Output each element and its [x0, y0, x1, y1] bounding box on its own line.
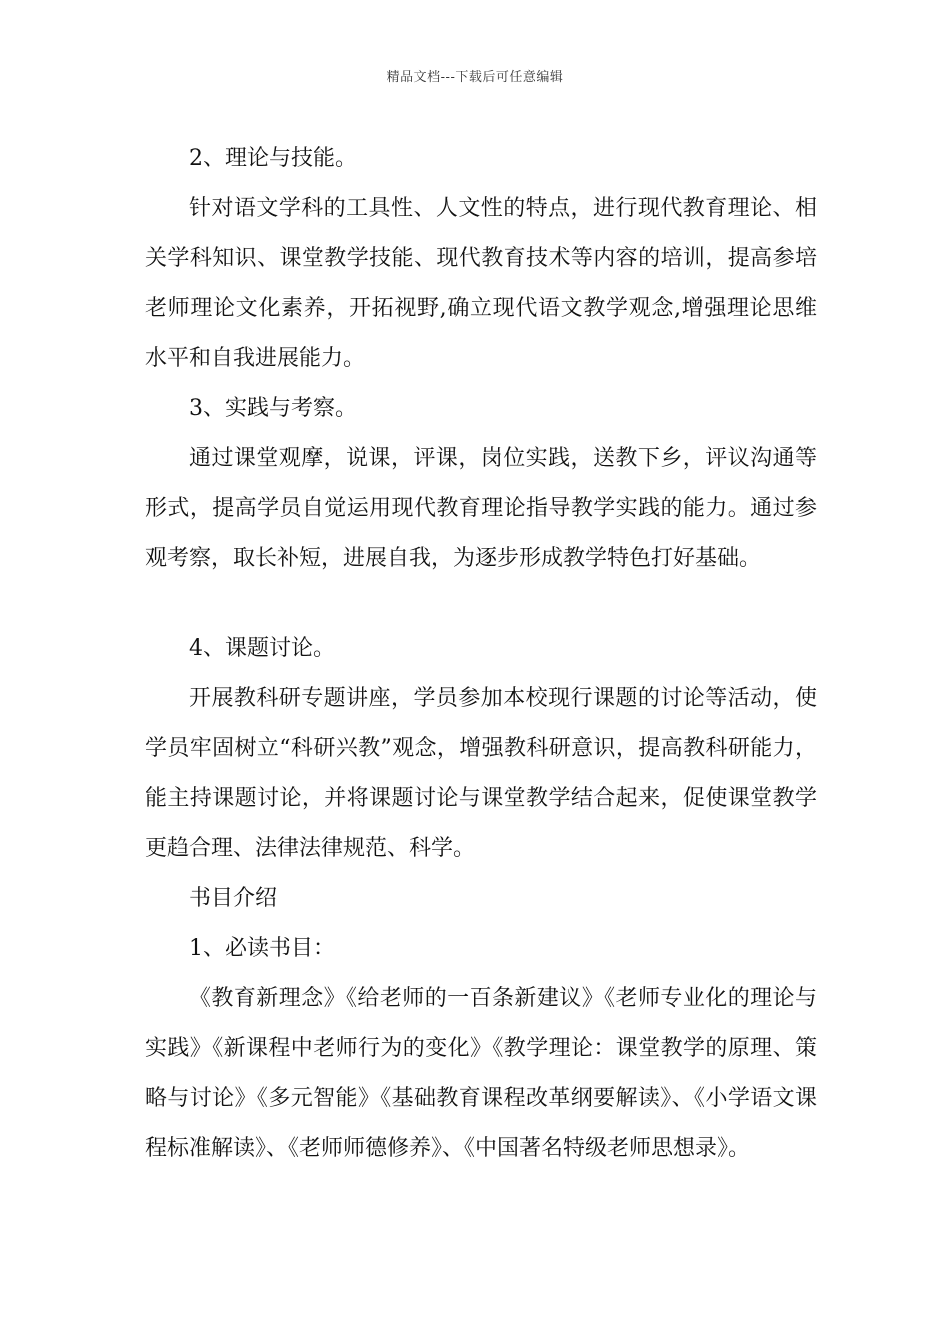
- section-heading-research: 4、课题讨论。: [189, 636, 335, 661]
- page-header: 精品文档---下载后可任意编辑: [386, 70, 564, 85]
- section-heading-theory-skills: 2、理论与技能。: [189, 146, 357, 171]
- subheading-required-books: 1、必读书目：: [189, 936, 335, 961]
- section-heading-practice: 3、实践与考察。: [189, 396, 357, 421]
- paragraph-practice: 通过课堂观摩，说课，评课，岗位实践，送教下乡，评议沟通等形式，提高学员自觉运用现代教育理论指导教学实践的能力。通过参观考察，取长补短，进展自我，为逐步形成教学特色打好基础。: [145, 446, 817, 571]
- paragraph-research: 开展教科研专题讲座，学员参加本校现行课题的讨论等活动，使学员牢固树立“科研兴教”观念，增强教科研意识，提高教科研能力，能主持课题讨论，并将课题讨论与课堂教学结合起来，促使课堂教学更趋合理、法律法律规范、科学。: [145, 686, 817, 861]
- section-heading-booklist: 书目介绍: [189, 886, 278, 911]
- paragraph-theory-skills: 针对语文学科的工具性、人文性的特点，进行现代教育理论、相关学科知识、课堂教学技能、现代教育技术等内容的培训，提高参培老师理论文化素养，开拓视野,确立现代语文教学观念,增强理论思维水平和自我进展能力。: [145, 196, 817, 371]
- document-body: [145, 134, 817, 1174]
- paragraph-required-books: 《教育新理念》《给老师的一百条新建议》《老师专业化的理论与实践》《新课程中老师行为的变化》《教学理论：课堂教学的原理、策略与讨论》《多元智能》《基础教育课程改革纲要解读》、《小学语文课程标准解读》、《老师师德修养》、《中国著名特级老师思想录》。: [145, 986, 817, 1161]
- spacer: [145, 584, 817, 624]
